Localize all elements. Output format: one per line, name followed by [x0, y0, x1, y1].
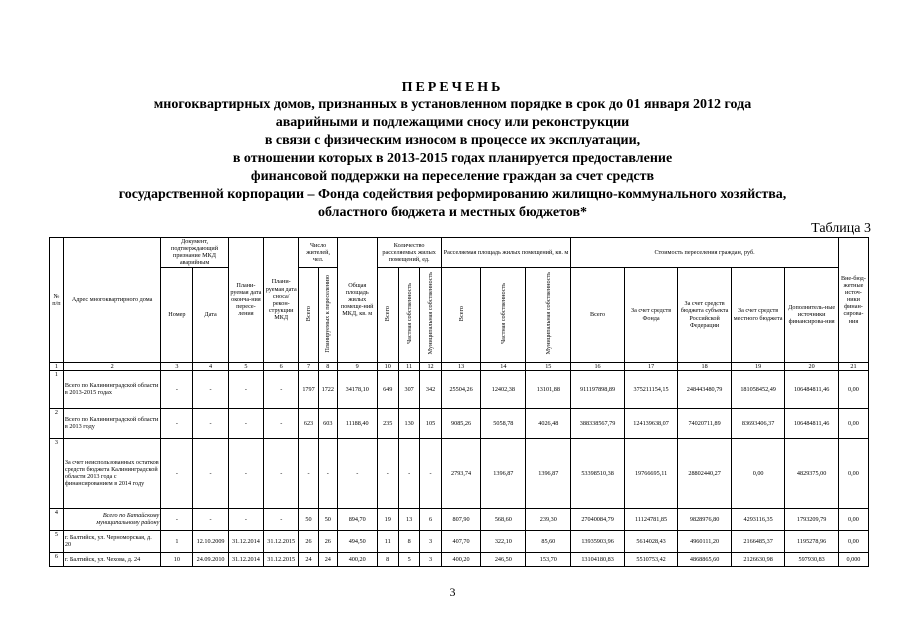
table-cell: 24 [318, 552, 337, 566]
table-cell: - [161, 438, 193, 508]
table-cell: - [318, 438, 337, 508]
table-cell: 4026,48 [526, 408, 571, 438]
row-address: г. Балтийск, ул. Чехова, д. 24 [63, 552, 160, 566]
header-rooms-total-label: Всего [384, 305, 392, 322]
table-cell: - [161, 508, 193, 530]
table-cell: 248443480,79 [678, 370, 732, 408]
table-cell: - [193, 370, 228, 408]
header-planned-end: Плани-руемая дата оконча-ния пересе-ления [228, 238, 263, 363]
table-cell: - [161, 408, 193, 438]
column-number: 8 [318, 362, 337, 370]
table-cell: 3 [420, 552, 441, 566]
row-number: 5 [50, 530, 64, 552]
table-cell: - [228, 438, 263, 508]
column-number: 20 [785, 362, 839, 370]
table-cell: 322,10 [481, 530, 526, 552]
header-rooms-group: Количество расселяемых жилых помещений, ед. [377, 238, 441, 268]
table-cell: 407,70 [441, 530, 481, 552]
column-number: 5 [228, 362, 263, 370]
header-total-area: Общая площадь жилых помеще-ний МКД, кв. м [337, 238, 377, 363]
table-cell: 26 [318, 530, 337, 552]
table-cell: 74020711,89 [678, 408, 732, 438]
header-residents-total [299, 267, 318, 362]
row-number: 1 [50, 370, 64, 408]
table-cell: - [264, 438, 299, 508]
table-cell: 105 [420, 408, 441, 438]
header-doc-group: Документ, подтверждающий признание МКД аварийным [161, 238, 228, 268]
column-number: 12 [420, 362, 441, 370]
table-cell: 1396,87 [481, 438, 526, 508]
table-cell: 4293116,35 [731, 508, 785, 530]
header-rooms-total [377, 267, 398, 362]
header-cost-additional: Дополнитель-ные источники финансирова-ния [785, 267, 839, 362]
table-cell: 153,70 [526, 552, 571, 566]
column-number: 14 [481, 362, 526, 370]
table-cell: 106484811,46 [785, 408, 839, 438]
table-cell: 24.09.2010 [193, 552, 228, 566]
header-residents-total-label: Всего [304, 305, 312, 322]
table-cell: 50 [299, 508, 318, 530]
table-row [50, 530, 869, 552]
table-cell: 9828976,80 [678, 508, 732, 530]
table-cell: - [264, 508, 299, 530]
column-number: 15 [526, 362, 571, 370]
header-num: № п/п [50, 238, 64, 363]
table-cell: 1 [161, 530, 193, 552]
table-cell: 0,00 [838, 438, 868, 508]
table-cell: 8 [377, 552, 398, 566]
column-number: 11 [398, 362, 419, 370]
table-cell: 568,60 [481, 508, 526, 530]
table-cell: - [377, 438, 398, 508]
column-number-row [50, 362, 869, 370]
header-cost-region: За счет средств бюджета субъекта Российской Федерации [678, 267, 732, 362]
column-number: 21 [838, 362, 868, 370]
table-cell: 4829375,00 [785, 438, 839, 508]
table-cell: 2793,74 [441, 438, 481, 508]
table-cell: 307 [398, 370, 419, 408]
header-area-total-label: Всего [457, 305, 465, 322]
table-cell: 2166485,37 [731, 530, 785, 552]
table-cell: 375211154,15 [624, 370, 678, 408]
table-row [50, 438, 869, 508]
table-cell: 0,000 [838, 552, 868, 566]
table-label: Таблица 3 [811, 221, 871, 236]
header-area-group: Расселяемая площадь жилых помещений, кв. м [441, 238, 571, 268]
header-rooms-private [398, 267, 419, 362]
doc-title: ПЕРЕЧЕНЬ [401, 80, 504, 95]
column-number: 18 [678, 362, 732, 370]
header-area-municipal [526, 267, 571, 362]
table-cell: 13935903,96 [571, 530, 625, 552]
table-cell: 12402,38 [481, 370, 526, 408]
table-cell: - [193, 438, 228, 508]
table-cell: 26 [299, 530, 318, 552]
column-number: 6 [264, 362, 299, 370]
table-cell: 4868865,60 [678, 552, 732, 566]
header-rooms-municipal-label: Муниципальная собственность [426, 272, 434, 355]
table-cell: - [398, 438, 419, 508]
header-area-total [441, 267, 481, 362]
table-cell: 0,00 [838, 530, 868, 552]
column-number: 4 [193, 362, 228, 370]
header-planned-demolition: Плани-руемая дата сноса/ рекон-струкции МКД [264, 238, 299, 363]
header-doc-number: Номер [161, 267, 193, 362]
table-cell: 31.12.2014 [228, 552, 263, 566]
table-cell: - [420, 438, 441, 508]
table-cell: 85,60 [526, 530, 571, 552]
table-cell: 24 [299, 552, 318, 566]
table-cell: 3 [420, 530, 441, 552]
table-cell: 5058,78 [481, 408, 526, 438]
page-number: 3 [449, 585, 456, 599]
column-number: 17 [624, 362, 678, 370]
table-cell: 25504,26 [441, 370, 481, 408]
table-cell: 0,00 [838, 408, 868, 438]
table-cell: 1722 [318, 370, 337, 408]
table-cell: 9085,26 [441, 408, 481, 438]
table-row [50, 408, 869, 438]
table-cell: 53398510,38 [571, 438, 625, 508]
column-number: 16 [571, 362, 625, 370]
header-residents-planned-label: Планируемых к переселению [324, 274, 332, 353]
doc-subtitle-line-2: аварийными и подлежащими сносу или реконструкции [275, 115, 630, 130]
header-cost-local: За счет средств местного бюджета [731, 267, 785, 362]
column-number: 19 [731, 362, 785, 370]
table-cell: 50 [318, 508, 337, 530]
table-cell: 1797 [299, 370, 318, 408]
doc-subtitle-line-7: областного бюджета и местных бюджетов* [317, 205, 588, 220]
table-cell: 603 [318, 408, 337, 438]
table-cell: 31.12.2015 [264, 530, 299, 552]
row-number: 6 [50, 552, 64, 566]
table-cell: 1396,87 [526, 438, 571, 508]
table-cell: 31.12.2014 [228, 530, 263, 552]
row-address: Всего по Калининградской области в 2013-2015 годах [63, 370, 160, 408]
table-cell: 5 [398, 552, 419, 566]
header-residents-group: Число жителей, чел. [299, 238, 338, 268]
table-cell: 11188,40 [337, 408, 377, 438]
row-address: Всего по Батайскому муниципальному району [63, 508, 160, 530]
row-address: За счет неиспользованных остатков средств бюджета Калининградской области 2013 года с финансированием в 2014 году [63, 438, 160, 508]
column-number: 13 [441, 362, 481, 370]
table-cell: 106484811,46 [785, 370, 839, 408]
header-area-private [481, 267, 526, 362]
table-cell: 13104180,83 [571, 552, 625, 566]
table-cell: 27040084,79 [571, 508, 625, 530]
row-number: 3 [50, 438, 64, 508]
table-cell: - [228, 408, 263, 438]
table-cell: 11124781,85 [624, 508, 678, 530]
table-cell: 12.10.2009 [193, 530, 228, 552]
table-cell: - [337, 438, 377, 508]
table-cell: 124139638,07 [624, 408, 678, 438]
header-residents-planned [318, 267, 337, 362]
table-cell: 623 [299, 408, 318, 438]
table-cell: 4960111,20 [678, 530, 732, 552]
table-cell: 13 [398, 508, 419, 530]
header-address: Адрес многоквартирного дома [63, 238, 160, 363]
table-cell: 400,20 [441, 552, 481, 566]
table-cell: - [264, 370, 299, 408]
column-number: 1 [50, 362, 64, 370]
table-cell: 2126630,98 [731, 552, 785, 566]
header-cost-group: Стоимость переселения граждан, руб. [571, 238, 839, 268]
table-cell: 5510753,42 [624, 552, 678, 566]
table-cell: 28802440,27 [678, 438, 732, 508]
column-number: 9 [337, 362, 377, 370]
row-address: Всего по Калининградской области в 2013 году [63, 408, 160, 438]
table-row [50, 552, 869, 566]
table-cell: - [193, 408, 228, 438]
row-number: 4 [50, 508, 64, 530]
header-doc-date: Дата [193, 267, 228, 362]
housing-table [49, 237, 869, 567]
table-cell: 649 [377, 370, 398, 408]
table-cell: 8 [398, 530, 419, 552]
row-address: г. Балтийск, ул. Черноморская, д. 20 [63, 530, 160, 552]
table-cell: 494,50 [337, 530, 377, 552]
table-cell: 807,90 [441, 508, 481, 530]
column-number: 2 [63, 362, 160, 370]
table-cell: 911197898,89 [571, 370, 625, 408]
table-cell: 0,00 [838, 508, 868, 530]
table-row [50, 370, 869, 408]
doc-subtitle-line-4: в отношении которых в 2013-2015 годах планируется предоставление [232, 151, 673, 166]
table-cell: 894,70 [337, 508, 377, 530]
column-number: 10 [377, 362, 398, 370]
table-cell: 246,50 [481, 552, 526, 566]
table-cell: - [193, 508, 228, 530]
table-cell: 342 [420, 370, 441, 408]
table-cell: 130 [398, 408, 419, 438]
table-cell: 597930,83 [785, 552, 839, 566]
header-rooms-private-label: Частная собственность [405, 282, 413, 344]
table-cell: 13101,88 [526, 370, 571, 408]
doc-subtitle-line-3: в связи с физическим износом в процессе их эксплуатации, [264, 133, 641, 148]
header-cost-offbudget: Вне-бюд-жетные источ-ники финан-сирова-ния [838, 238, 868, 363]
table-cell: 239,30 [526, 508, 571, 530]
doc-subtitle-line-6: государственной корпорации – Фонда содействия реформированию жилищно-коммунального хозяйства, [118, 187, 787, 202]
row-number: 2 [50, 408, 64, 438]
table-cell: 400,20 [337, 552, 377, 566]
table-cell: 0,00 [731, 438, 785, 508]
table-cell: 19 [377, 508, 398, 530]
header-area-private-label: Частная собственность [499, 282, 507, 344]
table-cell: 34178,10 [337, 370, 377, 408]
doc-subtitle-line-1: многоквартирных домов, признанных в установленном порядке в срок до 01 января 2012 года [153, 97, 752, 112]
column-number: 3 [161, 362, 193, 370]
table-cell: - [299, 438, 318, 508]
doc-subtitle-line-5: финансовой поддержки на переселение граждан за счет средств [250, 169, 655, 184]
table-cell: 5614028,43 [624, 530, 678, 552]
table-cell: - [228, 508, 263, 530]
table-cell: 181058452,49 [731, 370, 785, 408]
table-cell: - [228, 370, 263, 408]
header-cost-fund: За счет средств Фонда [624, 267, 678, 362]
table-cell: - [264, 408, 299, 438]
column-number: 7 [299, 362, 318, 370]
header-rooms-municipal [420, 267, 441, 362]
table-cell: 11 [377, 530, 398, 552]
table-cell: 10 [161, 552, 193, 566]
table-row [50, 508, 869, 530]
header-cost-total: Всего [571, 267, 625, 362]
table-cell: 1793209,79 [785, 508, 839, 530]
table-cell: - [161, 370, 193, 408]
table-cell: 31.12.2015 [264, 552, 299, 566]
table-cell: 0,00 [838, 370, 868, 408]
header-area-municipal-label: Муниципальная собственность [544, 272, 552, 355]
table-cell: 235 [377, 408, 398, 438]
table-cell: 1195278,96 [785, 530, 839, 552]
table-cell: 388338567,79 [571, 408, 625, 438]
table-cell: 6 [420, 508, 441, 530]
table-cell: 83693406,37 [731, 408, 785, 438]
table-cell: 19766695,11 [624, 438, 678, 508]
